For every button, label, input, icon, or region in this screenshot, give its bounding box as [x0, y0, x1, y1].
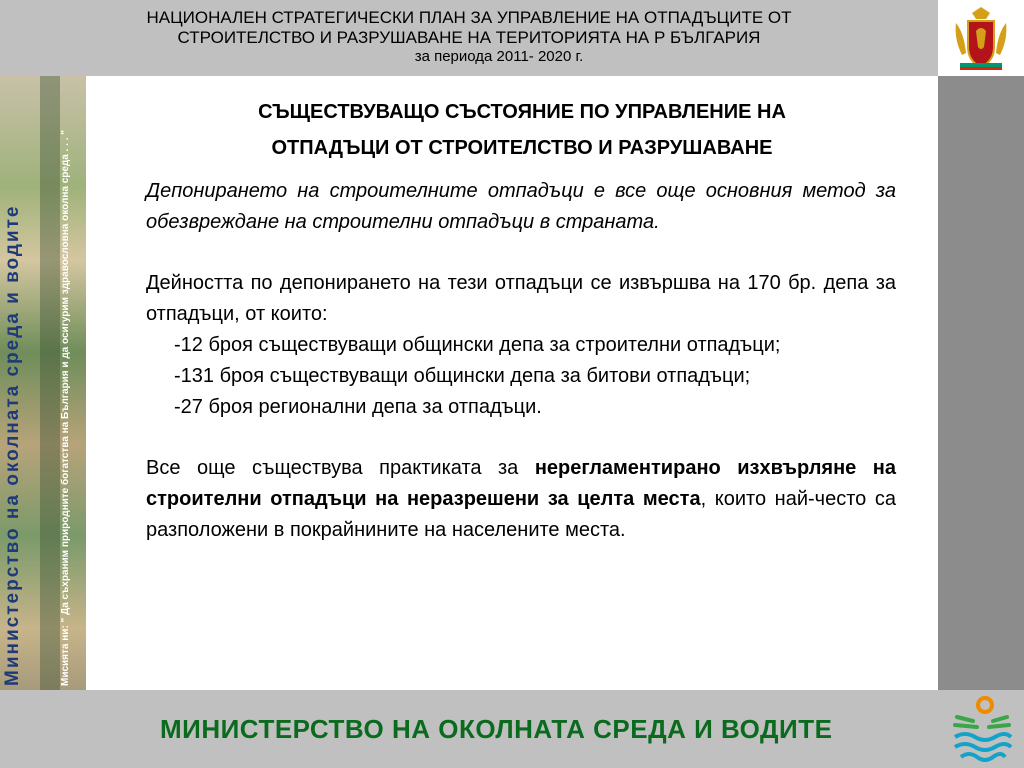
paragraph-text-start: Все още съществува практиката за	[146, 457, 535, 479]
right-gray-panel	[938, 76, 1024, 690]
list-item: -131 броя съществуващи общински депа за битови отпадъци;	[174, 365, 751, 387]
slide-title-line-2: ОТПАДЪЦИ ОТ СТРОИТЕЛСТВО И РАЗРУШАВАНЕ	[271, 137, 773, 159]
bulgarian-coat-of-arms-icon	[938, 0, 1024, 76]
paragraph-landfill-count: Дейността по депонирането на тези отпадъци се извършва на 170 бр. депа за отпадъци, от които:	[146, 272, 896, 325]
footer-ministry-name: МИНИСТЕРСТВО НА ОКОЛНАТА СРЕДА И ВОДИТЕ	[160, 714, 833, 744]
header-banner	[0, 0, 938, 76]
vertical-ministry-title: Министерство на околната среда и водите	[2, 204, 23, 686]
paragraph-landfilling: Депонирането на строителните отпадъци е все още основния метод за обезвреждане на строителни отпадъци в страната.	[146, 180, 896, 233]
footer-banner	[0, 690, 1024, 768]
strip-divider	[40, 76, 60, 690]
header-title-line-2: СТРОИТЕЛСТВО И РАЗРУШАВАНЕ НА ТЕРИТОРИЯТА НА Р БЪЛГАРИЯ	[177, 28, 761, 47]
paragraph-illegal-dumping	[146, 453, 896, 546]
slide-content	[86, 76, 938, 690]
header-title-line-1: НАЦИОНАЛЕН СТРАТЕГИЧЕСКИ ПЛАН ЗА УПРАВЛЕНИЕ НА ОТПАДЪЦИТЕ ОТ	[146, 8, 792, 27]
slide-title-line-1: СЪЩЕСТВУВАЩО СЪСТОЯНИЕ ПО УПРАВЛЕНИЕ НА	[258, 101, 786, 123]
slide-title	[146, 94, 898, 166]
header-period: за периода 2011- 2020 г.	[414, 48, 584, 65]
list-item: -12 броя съществуващи общински депа за строителни отпадъци;	[174, 334, 781, 356]
paragraph-text-end: , които най-често са разположени в покрайнините на населените места.	[146, 488, 897, 541]
paragraph-spacer	[146, 238, 896, 268]
slide-body	[146, 176, 896, 546]
list-item: -27 броя регионални депа за отпадъци.	[174, 396, 542, 418]
paragraph-text-bold: нерегламентирано изхвърляне на строителни отпадъци на неразрешени за целта места	[146, 457, 896, 510]
paragraph-spacer	[146, 423, 896, 453]
left-photo-strip	[0, 76, 86, 690]
ministry-logo-icon	[942, 690, 1024, 768]
vertical-motto: Мисията ни: " Да съхраним природните богатства на България и да осигурим здравословна околна среда . . . "	[60, 129, 71, 686]
